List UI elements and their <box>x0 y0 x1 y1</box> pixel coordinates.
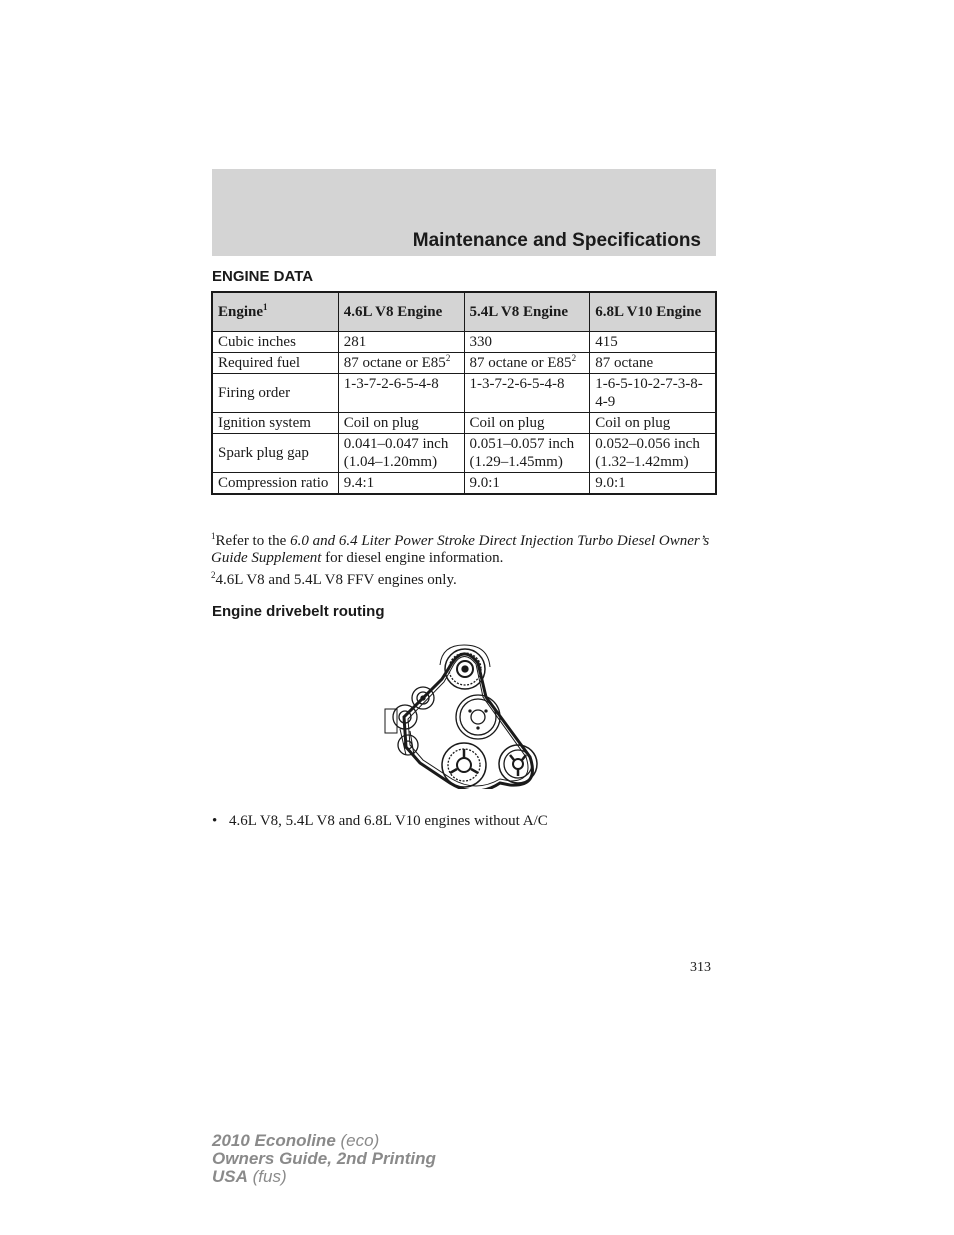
footer-market-code: (fus) <box>247 1167 287 1186</box>
row-label: Ignition system <box>213 413 339 434</box>
footnote-marker: 1 <box>263 302 268 312</box>
table-cell: 0.041–0.047 inch (1.04–1.20mm) <box>338 434 464 473</box>
row-label: Firing order <box>213 374 339 413</box>
table-cell: 87 octane <box>590 353 716 374</box>
table-row <box>213 332 716 353</box>
row-label: Compression ratio <box>213 473 339 494</box>
table-cell: 9.0:1 <box>464 473 590 494</box>
table-cell: 87 octane or $E85^2$ <box>464 353 590 374</box>
table-cell: Coil on plug <box>464 413 590 434</box>
table-row <box>213 374 716 413</box>
row-label: Required fuel <box>213 353 339 374</box>
table-row <box>213 434 716 473</box>
footer-model: 2010 Econoline <box>212 1131 336 1150</box>
table-row <box>213 413 716 434</box>
column-header-54l: 5.4L V8 Engine <box>464 293 590 332</box>
table-row <box>213 353 716 374</box>
row-label: Cubic inches <box>213 332 339 353</box>
footnote-2: $^2$4.6L V8 and 5.4L V8 FFV engines only. <box>211 570 457 588</box>
page-number: 313 <box>690 960 711 975</box>
section-title: Maintenance and Specifications <box>412 230 701 251</box>
table-cell: 9.4:1 <box>338 473 464 494</box>
bullet-symbol: • <box>212 813 218 829</box>
table-cell: 330 <box>464 332 590 353</box>
footnote-1: $^1$Refer to the 6.0 and 6.4 Liter Power Stroke Direct Injection Turbo Diesel Owner’s Guide Supplement for diesel engine information. <box>211 531 710 566</box>
drivebelt-routing-diagram-icon <box>380 637 550 789</box>
table-cell: 1-6-5-10-2-7-3-8-4-9 <box>590 374 716 413</box>
table-cell: 9.0:1 <box>590 473 716 494</box>
column-header-46l: 4.6L V8 Engine <box>338 293 464 332</box>
section-header-band <box>212 169 716 256</box>
footer-model-code: (eco) <box>335 1131 380 1150</box>
bullet-item <box>212 813 548 830</box>
footer-printing: Owners Guide, 2nd Printing <box>212 1149 436 1168</box>
table-cell: 415 <box>590 332 716 353</box>
table-cell: Coil on plug <box>590 413 716 434</box>
table-header-row <box>213 293 716 332</box>
table-cell: 87 octane or $E85^2$ <box>338 353 464 374</box>
row-label: Spark plug gap <box>213 434 339 473</box>
table-row <box>213 473 716 494</box>
column-header-68l: 6.8L V10 Engine <box>590 293 716 332</box>
engine-data-heading: ENGINE DATA <box>212 268 314 285</box>
footnote-marker: 1 <box>211 531 216 541</box>
table-cell: Coil on plug <box>338 413 464 434</box>
table-cell: 1-3-7-2-6-5-4-8 <box>464 374 590 413</box>
document-footer <box>212 1132 436 1186</box>
footnote-marker: 2 <box>211 570 216 580</box>
column-header-engine: Engine$^1$ <box>213 293 339 332</box>
drivebelt-heading: Engine drivebelt routing <box>212 603 385 620</box>
table-cell: 1-3-7-2-6-5-4-8 <box>338 374 464 413</box>
table-cell: 0.051–0.057 inch (1.29–1.45mm) <box>464 434 590 473</box>
footer-market: USA <box>212 1167 248 1186</box>
footnote-marker: 2 <box>571 353 577 363</box>
table-cell: 0.052–0.056 inch (1.32–1.42mm) <box>590 434 716 473</box>
footnote-marker: 2 <box>445 353 451 363</box>
engine-data-table <box>212 292 716 494</box>
bullet-text: 4.6L V8, 5.4L V8 and 6.8L V10 engines without A/C <box>229 813 548 829</box>
table-cell: 281 <box>338 332 464 353</box>
